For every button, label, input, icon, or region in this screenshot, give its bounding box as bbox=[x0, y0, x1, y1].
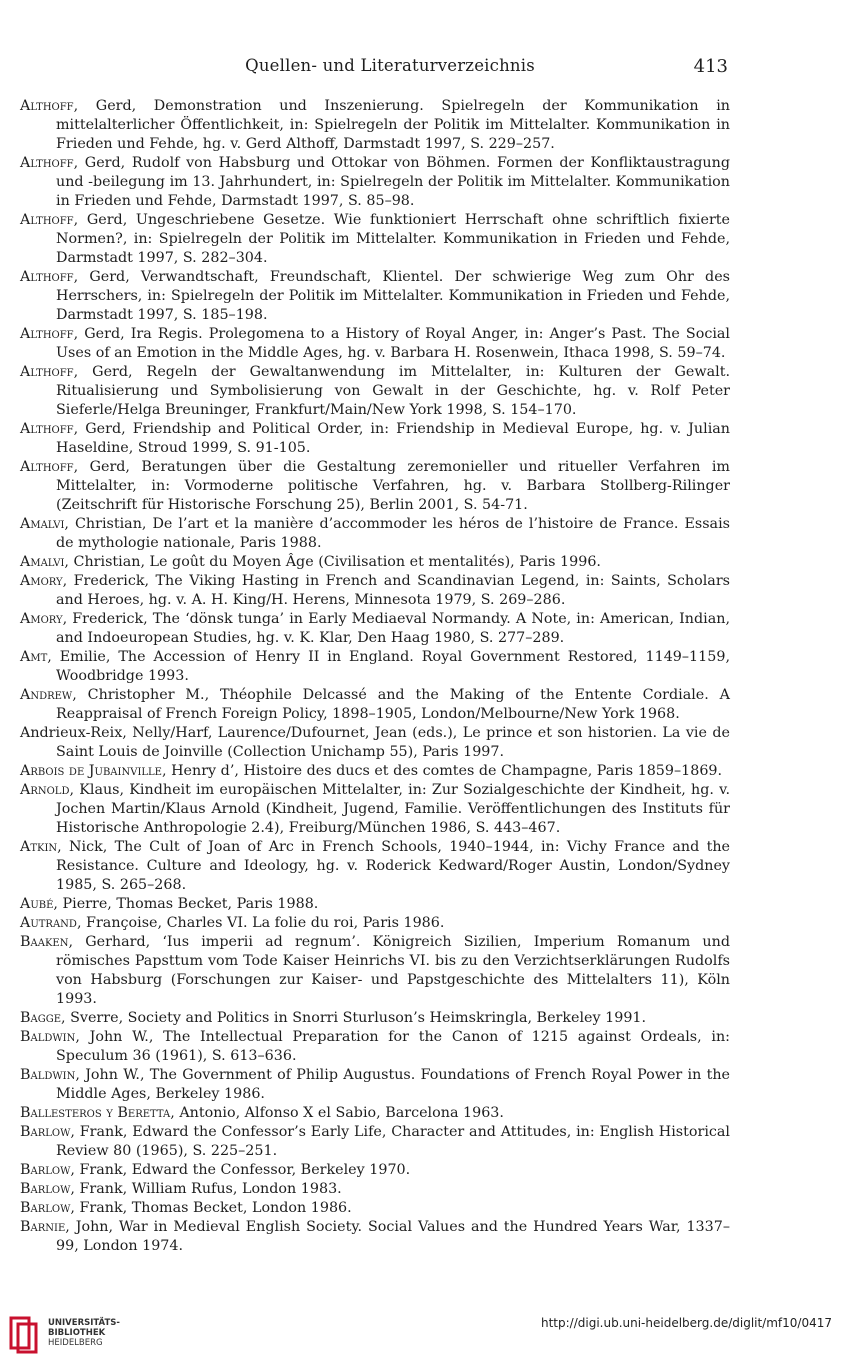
bibliography-entry bbox=[20, 648, 730, 686]
entry-author: Althoff bbox=[20, 98, 74, 114]
entry-text: , Frank, William Rufus, London 1983. bbox=[70, 1181, 342, 1197]
bibliography-entry bbox=[20, 933, 730, 1009]
bibliography-entry bbox=[20, 724, 730, 762]
entry-text: , John W., The Government of Philip Augustus. Foundations of French Royal Power in the Middle Ages, Berkeley 1986. bbox=[56, 1067, 730, 1102]
entry-author: Barlow bbox=[20, 1124, 71, 1140]
entry-author: Autrand bbox=[20, 915, 77, 931]
entry-text: , Gerd, Rudolf von Habsburg und Ottokar von Böhmen. Formen der Konfliktaustragung und -beilegung im 13. Jahrhundert, in: Spielregeln der Politik im Mittelalter. Kommunikation in Frieden und Fehde, Darmstadt 1997, S. 85–98. bbox=[56, 155, 730, 209]
entry-author: Amt bbox=[20, 649, 48, 665]
logo-line-1: UNIVERSITÄTS- bbox=[48, 1318, 120, 1328]
entry-author: Arnold bbox=[20, 782, 70, 798]
entry-text: , Gerd, Regeln der Gewaltanwendung im Mittelalter, in: Kulturen der Gewalt. Ritualisierung und Symbolisierung von Gewalt in der Geschichte, hg. v. Rolf Peter Sieferle/Helga Breuninger, Frankfurt/Main/New York 1998, S. 154–170. bbox=[56, 364, 730, 418]
bibliography-entry bbox=[20, 1123, 730, 1161]
entry-author: Amalvi bbox=[20, 554, 65, 570]
bibliography-entry bbox=[20, 268, 730, 325]
entry-text: , Gerd, Ira Regis. Prolegomena to a History of Royal Anger, in: Anger’s Past. The Social Uses of an Emotion in the Middle Ages, hg. v. Barbara H. Rosenwein, Ithaca 1998, S. 59–74. bbox=[56, 326, 730, 361]
entry-text: , Henry d’, Histoire des ducs et des comtes de Champagne, Paris 1859–1869. bbox=[161, 763, 723, 779]
entry-text: , Françoise, Charles VI. La folie du roi, Paris 1986. bbox=[76, 915, 445, 931]
bibliography-entry bbox=[20, 1161, 730, 1180]
entry-author: Amalvi bbox=[20, 516, 65, 532]
entry-author: Aubé bbox=[20, 896, 54, 912]
entry-text: , Christian, De l’art et la manière d’accommoder les héros de l’histoire de France. Essais de mythologie nationale, Paris 1988. bbox=[56, 516, 730, 551]
logo-line-2: BIBLIOTHEK bbox=[48, 1328, 106, 1338]
bibliography-entry bbox=[20, 363, 730, 420]
bibliography-entry bbox=[20, 325, 730, 363]
entry-author: Baaken bbox=[20, 934, 69, 950]
entry-author: Barlow bbox=[20, 1162, 71, 1178]
entry-author: Althoff bbox=[20, 212, 74, 228]
entry-text: , Gerd, Ungeschriebene Gesetze. Wie funktioniert Herrschaft ohne schriftlich fixierte Normen?, in: Spielregeln der Politik im Mittelalter. Kommunikation in Frieden und Fehde, Darmstadt 1997, S. 282–304. bbox=[56, 212, 730, 266]
bibliography-entry bbox=[20, 420, 730, 458]
entry-author: Amory bbox=[20, 573, 63, 589]
page-number: 413 bbox=[693, 56, 728, 77]
entry-text: , John, War in Medieval English Society. Social Values and the Hundred Years War, 1337–99, London 1974. bbox=[56, 1219, 730, 1254]
entry-text: , Frederick, The ‘dönsk tunga’ in Early Mediaeval Normandy. A Note, in: American, Indian, and Indoeuropean Studies, hg. v. K. Klar, Den Haag 1980, S. 277–289. bbox=[56, 611, 730, 646]
entry-text: , Pierre, Thomas Becket, Paris 1988. bbox=[53, 896, 319, 912]
entry-author: Althoff bbox=[20, 155, 74, 171]
entry-text: , Frank, Thomas Becket, London 1986. bbox=[70, 1200, 352, 1216]
bibliography-entry bbox=[20, 154, 730, 211]
entry-author: Althoff bbox=[20, 326, 74, 342]
footer bbox=[0, 1308, 842, 1367]
entry-author: Barlow bbox=[20, 1200, 71, 1216]
entry-text: , Gerd, Beratungen über die Gestaltung zeremonieller und ritueller Verfahren im Mittelalter, in: Vormoderne politische Verfahren, hg. v. Barbara Stollberg-Rilinger (Zeitschrift für Historische Forschung 25), Berlin 2001, S. 54-71. bbox=[56, 459, 730, 513]
entry-text: , Emilie, The Accession of Henry II in England. Royal Government Restored, 1149–1159, Woodbridge 1993. bbox=[47, 649, 730, 684]
entry-author: Andrew bbox=[20, 687, 73, 703]
entry-text: , Christopher M., Théophile Delcassé and the Making of the Entente Cordiale. A Reappraisal of French Foreign Policy, 1898–1905, London/Melbourne/New York 1968. bbox=[56, 687, 730, 722]
source-url[interactable]: http://digi.ub.uni-heidelberg.de/diglit/mf10/0417 bbox=[541, 1316, 832, 1330]
bibliography-entry bbox=[20, 572, 730, 610]
entry-author: Baldwin bbox=[20, 1067, 76, 1083]
bibliography-entry bbox=[20, 762, 730, 781]
entry-author: Ballesteros y Beretta bbox=[20, 1105, 171, 1121]
bibliography-entry bbox=[20, 1199, 730, 1218]
entry-text: , Nick, The Cult of Joan of Arc in French Schools, 1940–1944, in: Vichy France and the Resistance. Culture and Ideology, hg. v. Roderick Kedward/Roger Austin, London/Sydney 1985, S. 265–268. bbox=[56, 839, 730, 893]
entry-author: Barlow bbox=[20, 1181, 71, 1197]
entry-text: , Gerhard, ‘Ius imperii ad regnum’. Königreich Sizilien, Imperium Romanum und römisches Papsttum vom Tode Kaiser Heinrichs VI. bis zu den Verzichtserklärungen Rudolfs von Habsburg (Forschungen zur Kaiser- und Papstgeschichte des Mittelalters 11), Köln 1993. bbox=[56, 934, 730, 1007]
entry-text: , Gerd, Verwandtschaft, Freundschaft, Klientel. Der schwierige Weg zum Ohr des Herrschers, in: Spielregeln der Politik im Mittelalter. Kommunikation in Frieden und Fehde, Darmstadt 1997, S. 185–198. bbox=[56, 269, 730, 323]
entry-author: Amory bbox=[20, 611, 63, 627]
entry-author: Bagge bbox=[20, 1010, 62, 1026]
entry-text: , John W., The Intellectual Preparation for the Canon of 1215 against Ordeals, in: Speculum 36 (1961), S. 613–636. bbox=[56, 1029, 730, 1064]
entry-author: Althoff bbox=[20, 459, 74, 475]
bibliography-entry bbox=[20, 895, 730, 914]
bibliography-entry bbox=[20, 211, 730, 268]
entry-author: Baldwin bbox=[20, 1029, 76, 1045]
bibliography-entry bbox=[20, 1180, 730, 1199]
entry-author: Arbois de Jubainville bbox=[20, 763, 162, 779]
library-logo-text bbox=[48, 1318, 120, 1348]
bibliography-entry bbox=[20, 1009, 730, 1028]
entry-author: Atkin bbox=[20, 839, 58, 855]
entry-author: Althoff bbox=[20, 421, 74, 437]
library-logo[interactable] bbox=[8, 1312, 178, 1358]
entry-author: Barnie bbox=[20, 1219, 66, 1235]
entry-text: , Antonio, Alfonso X el Sabio, Barcelona 1963. bbox=[170, 1105, 504, 1121]
bibliography-entry bbox=[20, 686, 730, 724]
entry-text: , Frank, Edward the Confessor’s Early Life, Character and Attitudes, in: English Historical Review 80 (1965), S. 225–251. bbox=[56, 1124, 730, 1159]
bibliography-entry bbox=[20, 458, 730, 515]
bibliography-entry bbox=[20, 97, 730, 154]
logo-line-3: HEIDELBERG bbox=[48, 1338, 103, 1348]
bibliography-entry bbox=[20, 610, 730, 648]
library-logo-icon bbox=[8, 1314, 40, 1354]
bibliography-entry bbox=[20, 1028, 730, 1066]
entry-text: , Frederick, The Viking Hasting in French and Scandinavian Legend, in: Saints, Scholars and Heroes, hg. v. A. H. King/H. Herens, Minnesota 1979, S. 269–286. bbox=[56, 573, 730, 608]
running-title: Quellen- und Literaturverzeichnis bbox=[245, 56, 535, 75]
bibliography-entry bbox=[20, 553, 730, 572]
entry-text: , Gerd, Friendship and Political Order, in: Friendship in Medieval Europe, hg. v. Julian Haseldine, Stroud 1999, S. 91-105. bbox=[56, 421, 730, 456]
entry-text: , Sverre, Society and Politics in Snorri Sturluson’s Heimskringla, Berkeley 1991. bbox=[61, 1010, 647, 1026]
bibliography-list bbox=[20, 97, 730, 1256]
entry-text: , Klaus, Kindheit im europäischen Mittelalter, in: Zur Sozialgeschichte der Kindheit, hg. v. Jochen Martin/Klaus Arnold (Kindheit, Jugend, Familie. Veröffentlichungen des Instituts für Historische Anthropologie 2.4), Freiburg/München 1986, S. 443–467. bbox=[56, 782, 730, 836]
bibliography-entry bbox=[20, 838, 730, 895]
entry-text: , Gerd, Demonstration und Inszenierung. Spielregeln der Kommunikation in mittelalterlicher Öffentlichkeit, in: Spielregeln der Politik im Mittelalter. Kommunikation in Frieden und Fehde, hg. v. Gerd Althoff, Darmstadt 1997, S. 229–257. bbox=[56, 98, 730, 152]
bibliography-entry bbox=[20, 1066, 730, 1104]
page-header bbox=[0, 56, 842, 82]
bibliography-entry bbox=[20, 1104, 730, 1123]
bibliography-entry bbox=[20, 1218, 730, 1256]
entry-text: Andrieux-Reix, Nelly/Harf, Laurence/Dufournet, Jean (eds.), Le prince et son historien. La vie de Saint Louis de Joinville (Collection Unichamp 55), Paris 1997. bbox=[20, 725, 730, 760]
bibliography-entry bbox=[20, 515, 730, 553]
bibliography-entry bbox=[20, 781, 730, 838]
bibliography-entry bbox=[20, 914, 730, 933]
entry-author: Althoff bbox=[20, 364, 74, 380]
entry-text: , Christian, Le goût du Moyen Âge (Civilisation et mentalités), Paris 1996. bbox=[64, 554, 601, 570]
entry-author: Althoff bbox=[20, 269, 74, 285]
entry-text: , Frank, Edward the Confessor, Berkeley 1970. bbox=[70, 1162, 411, 1178]
